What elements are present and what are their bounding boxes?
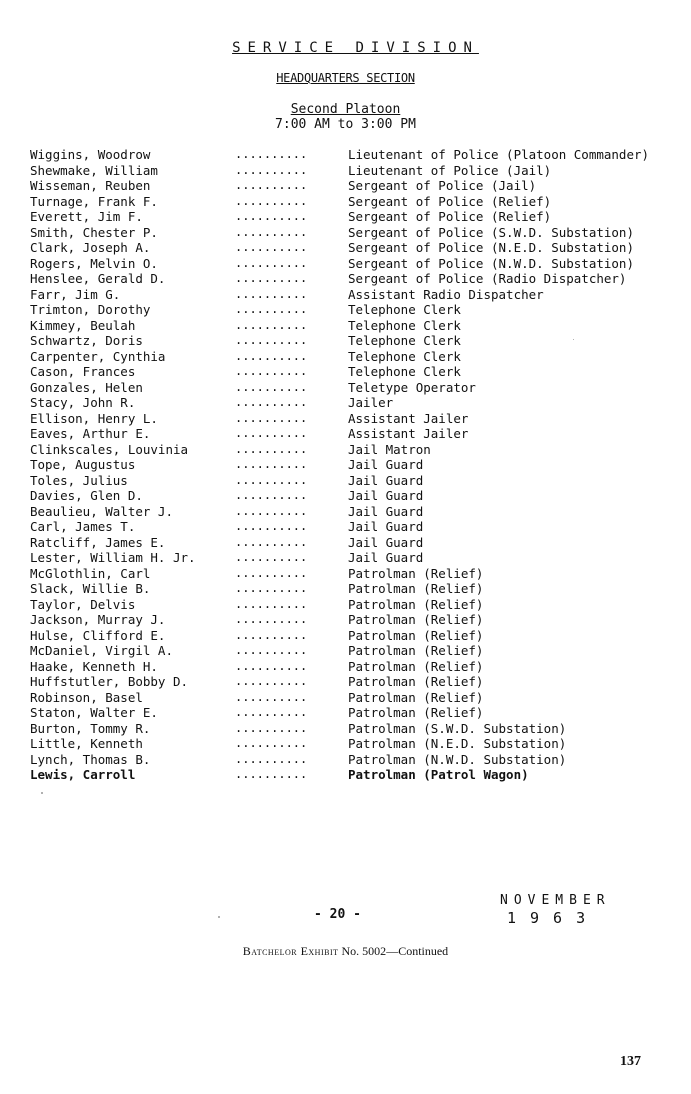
officer-name: Farr, Jim G.	[30, 286, 121, 302]
division-title: SERVICE DIVISION	[232, 40, 479, 56]
roster-row	[30, 302, 670, 318]
roster-row	[30, 488, 670, 504]
leader-dots: ..........	[235, 627, 308, 642]
leader-dots: ..........	[235, 379, 308, 394]
section-title: HEADQUARTERS SECTION	[276, 71, 415, 85]
officer-name: Slack, Willie B.	[30, 581, 151, 596]
leader-dots: ..........	[235, 193, 308, 208]
leader-dots: ..........	[235, 565, 308, 580]
officer-name: Clinkscales, Louvinia	[30, 441, 189, 457]
roster-row	[30, 271, 670, 287]
officer-name: Gonzales, Helen	[30, 379, 143, 395]
officer-name: Smith, Chester P.	[30, 224, 158, 240]
officer-position: Patrolman (Relief)	[348, 612, 484, 627]
officer-position: Patrolman (Patrol Wagon)	[348, 767, 529, 782]
leader-dots: ..........	[235, 410, 308, 425]
officer-name: Robinson, Basel	[30, 689, 143, 705]
leader-dots: ..........	[235, 550, 308, 564]
officer-position: Sergeant of Police (Radio Dispatcher)	[348, 271, 627, 286]
leader-dots: ..........	[235, 519, 308, 533]
roster-row	[30, 612, 670, 628]
officer-name: Ellison, Henry L.	[30, 410, 158, 426]
roster-row	[30, 566, 670, 582]
leader-dots: ..........	[235, 643, 308, 657]
officer-name: Cason, Frances	[30, 364, 136, 379]
roster-row	[30, 178, 670, 194]
leader-dots: ..........	[235, 472, 308, 487]
officer-position: Jail Guard	[348, 472, 424, 488]
officer-name: McDaniel, Virgil A.	[30, 643, 173, 658]
officer-name: Lynch, Thomas B.	[30, 751, 151, 767]
officer-name: Carl, James T.	[30, 519, 136, 534]
officer-position: Patrolman (Relief)	[348, 565, 484, 581]
roster-row	[30, 256, 670, 272]
officer-position: Patrolman (Relief)	[348, 643, 484, 658]
date-year: 1963	[507, 909, 600, 927]
leader-dots: ..........	[235, 224, 308, 239]
roster-row	[30, 752, 670, 768]
leader-dots: ..........	[235, 705, 308, 719]
officer-name: Haake, Kenneth H.	[30, 658, 158, 674]
officer-name: Wisseman, Reuben	[30, 178, 151, 193]
roster-row	[30, 411, 670, 427]
leader-dots: ..........	[235, 364, 308, 378]
officer-name: Tope, Augustus	[30, 457, 136, 472]
roster-row	[30, 364, 670, 380]
roster-row	[30, 225, 670, 241]
officer-position: Jail Guard	[348, 534, 424, 550]
leader-dots: ..........	[235, 441, 308, 456]
officer-position: Jailer	[348, 395, 394, 410]
roster-row	[30, 597, 670, 613]
officer-position: Lieutenant of Police (Platoon Commander)	[348, 147, 650, 162]
leader-dots: ..........	[235, 286, 308, 301]
officer-name: Clark, Joseph A.	[30, 240, 151, 255]
officer-name: Huffstutler, Bobby D.	[30, 674, 189, 689]
officer-position: Sergeant of Police (Relief)	[348, 193, 552, 209]
folio-number: 137	[620, 1054, 641, 1069]
roster-row	[30, 287, 670, 303]
officer-position: Teletype Operator	[348, 379, 476, 395]
leader-dots: ..........	[235, 395, 308, 409]
officer-position: Patrolman (Relief)	[348, 581, 484, 596]
officer-name: Hulse, Clifford E.	[30, 627, 166, 643]
leader-dots: ..........	[235, 720, 308, 735]
roster-row	[30, 240, 670, 256]
officer-position: Patrolman (Relief)	[348, 674, 484, 689]
platoon-title: Second Platoon	[290, 102, 401, 117]
officer-position: Assistant Radio Dispatcher	[348, 286, 544, 302]
leader-dots: ..........	[235, 333, 308, 347]
roster-row	[30, 535, 670, 551]
roster-row	[30, 147, 670, 163]
shift-hours: 7:00 AM to 3:00 PM	[275, 117, 416, 132]
officer-name: Beaulieu, Walter J.	[30, 503, 173, 519]
leader-dots: ..........	[235, 736, 308, 750]
officer-name: Trimton, Dorothy	[30, 302, 151, 317]
officer-position: Telephone Clerk	[348, 333, 461, 348]
officer-position: Jail Guard	[348, 488, 424, 503]
leader-dots: ..........	[235, 302, 308, 316]
roster-row	[30, 395, 670, 411]
roster-row	[30, 721, 670, 737]
leader-dots: ..........	[235, 426, 308, 440]
roster-row	[30, 643, 670, 659]
roster-row	[30, 628, 670, 644]
roster-row	[30, 209, 670, 225]
officer-position: Jail Guard	[348, 550, 424, 565]
roster-row	[30, 318, 670, 334]
leader-dots: ..........	[235, 317, 308, 332]
leader-dots: ..........	[235, 674, 308, 688]
leader-dots: ..........	[235, 147, 308, 161]
leader-dots: ..........	[235, 534, 308, 549]
leader-dots: ..........	[235, 457, 308, 471]
officer-name: Taylor, Delvis	[30, 596, 136, 612]
officer-name: McGlothlin, Carl	[30, 565, 151, 581]
officer-position: Telephone Clerk	[348, 317, 461, 333]
officer-position: Sergeant of Police (N.W.D. Substation)	[348, 255, 634, 271]
leader-dots: ..........	[235, 596, 308, 611]
roster-row	[30, 767, 670, 783]
officer-name: Wiggins, Woodrow	[30, 147, 151, 162]
officer-position: Jail Guard	[348, 519, 424, 534]
officer-position: Patrolman (S.W.D. Substation)	[348, 720, 567, 736]
leader-dots: ..........	[235, 255, 308, 270]
officer-name: Staton, Walter E.	[30, 705, 158, 720]
officer-name: Kimmey, Beulah	[30, 317, 136, 333]
leader-dots: ..........	[235, 658, 308, 673]
leader-dots: ..........	[235, 348, 308, 363]
leader-dots: ..........	[235, 271, 308, 285]
scan-speck	[218, 916, 220, 918]
exhibit-suffix: —Continued	[386, 944, 449, 958]
leader-dots: ..........	[235, 488, 308, 502]
officer-name: Toles, Julius	[30, 472, 128, 488]
officer-name: Carpenter, Cynthia	[30, 348, 166, 364]
officer-position: Jail Matron	[348, 441, 431, 457]
officer-position: Assistant Jailer	[348, 410, 469, 426]
officer-position: Patrolman (N.W.D. Substation)	[348, 751, 567, 767]
roster-row	[30, 705, 670, 721]
officer-position: Sergeant of Police (S.W.D. Substation)	[348, 224, 634, 240]
roster-row	[30, 333, 670, 349]
officer-name: Schwartz, Doris	[30, 333, 143, 348]
officer-name: Lester, William H. Jr.	[30, 550, 196, 565]
officer-name: Jackson, Murray J.	[30, 612, 166, 627]
officer-name: Henslee, Gerald D.	[30, 271, 166, 286]
leader-dots: ..........	[235, 162, 308, 177]
officer-position: Patrolman (N.E.D. Substation)	[348, 736, 567, 751]
officer-name: Little, Kenneth	[30, 736, 143, 751]
officer-name: Eaves, Arthur E.	[30, 426, 151, 441]
roster-row	[30, 659, 670, 675]
page-number: - 20 -	[314, 907, 361, 922]
officer-position: Telephone Clerk	[348, 302, 461, 317]
officer-position: Patrolman (Relief)	[348, 689, 484, 705]
officer-position: Patrolman (Relief)	[348, 705, 484, 720]
roster-row	[30, 426, 670, 442]
officer-name: Rogers, Melvin O.	[30, 255, 158, 271]
scan-speck	[41, 792, 43, 794]
officer-position: Patrolman (Relief)	[348, 658, 484, 674]
officer-position: Patrolman (Relief)	[348, 627, 484, 643]
officer-name: Burton, Tommy R.	[30, 720, 151, 736]
officer-position: Telephone Clerk	[348, 364, 461, 379]
roster-row	[30, 194, 670, 210]
roster-row	[30, 581, 670, 597]
officer-position: Telephone Clerk	[348, 348, 461, 364]
leader-dots: ..........	[235, 581, 308, 595]
roster-row	[30, 504, 670, 520]
officer-name: Lewis, Carroll	[30, 767, 136, 782]
officer-position: Sergeant of Police (Relief)	[348, 209, 552, 224]
roster-list	[30, 147, 670, 783]
officer-position: Sergeant of Police (N.E.D. Substation)	[348, 240, 634, 255]
roster-row	[30, 349, 670, 365]
officer-name: Stacy, John R.	[30, 395, 136, 410]
officer-name: Shewmake, William	[30, 162, 158, 178]
scan-speck	[573, 339, 574, 340]
leader-dots: ..........	[235, 209, 308, 223]
roster-row	[30, 163, 670, 179]
officer-position: Jail Guard	[348, 457, 424, 472]
roster-row	[30, 380, 670, 396]
officer-position: Jail Guard	[348, 503, 424, 519]
officer-name: Ratcliff, James E.	[30, 534, 166, 550]
leader-dots: ..........	[235, 767, 308, 781]
leader-dots: ..........	[235, 178, 308, 192]
exhibit-caption	[0, 944, 691, 959]
exhibit-number: No. 5002	[341, 944, 387, 958]
leader-dots: ..........	[235, 503, 308, 518]
officer-name: Davies, Glen D.	[30, 488, 143, 503]
exhibit-label: Batchelor Exhibit	[242, 944, 339, 958]
roster-row	[30, 457, 670, 473]
leader-dots: ..........	[235, 240, 308, 254]
officer-position: Assistant Jailer	[348, 426, 469, 441]
leader-dots: ..........	[235, 689, 308, 704]
officer-name: Turnage, Frank F.	[30, 193, 158, 209]
roster-row	[30, 519, 670, 535]
officer-name: Everett, Jim F.	[30, 209, 143, 224]
leader-dots: ..........	[235, 751, 308, 766]
roster-row	[30, 736, 670, 752]
roster-row	[30, 550, 670, 566]
roster-row	[30, 473, 670, 489]
date-month: NOVEMBER	[500, 893, 611, 908]
officer-position: Patrolman (Relief)	[348, 596, 484, 612]
roster-row	[30, 674, 670, 690]
officer-position: Lieutenant of Police (Jail)	[348, 162, 552, 178]
roster-row	[30, 690, 670, 706]
officer-position: Sergeant of Police (Jail)	[348, 178, 537, 193]
leader-dots: ..........	[235, 612, 308, 626]
roster-row	[30, 442, 670, 458]
